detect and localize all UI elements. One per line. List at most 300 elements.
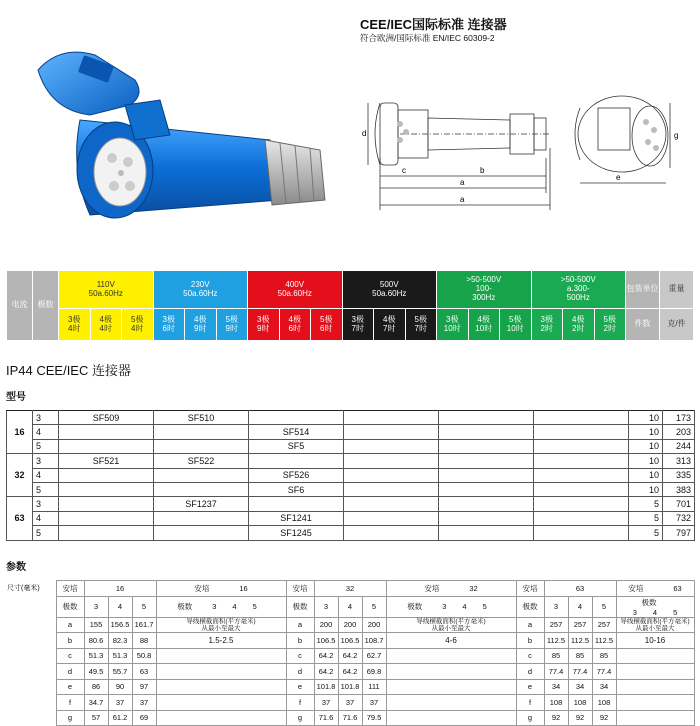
pole-label: 极数	[286, 596, 314, 617]
dim-value: 106.5	[314, 633, 338, 649]
pole-value: 4	[232, 602, 237, 611]
dim-value: 34	[568, 679, 592, 695]
sku-cell: SF526	[249, 468, 344, 482]
dim-letter: f	[516, 695, 544, 711]
pack-cell: 10	[629, 468, 663, 482]
dim-value: 108.7	[362, 633, 386, 649]
weight-cell: 797	[663, 526, 695, 540]
pole-sub-text: 5极 4时	[131, 314, 144, 333]
amp-value: 32	[314, 581, 386, 597]
pole-value: 4	[338, 596, 362, 617]
weight-cell: 203	[663, 425, 695, 439]
label-g: g	[674, 131, 679, 140]
dim-blank	[6, 664, 56, 680]
pole-sub-text: 3极 6时	[162, 314, 175, 333]
pole-sub-text: 4极 4时	[99, 314, 112, 333]
voltage-group-400v	[248, 271, 343, 309]
pole-sub	[500, 309, 532, 341]
dim-value: 155	[84, 617, 108, 633]
table-row	[7, 526, 695, 540]
dim-value: 161.7	[132, 617, 156, 633]
dim-value: 101.8	[314, 679, 338, 695]
dim-value: 200	[314, 617, 338, 633]
weight-unit: 克/件	[660, 309, 694, 341]
label-a2: a	[460, 195, 465, 204]
dim-value: 108	[568, 695, 592, 711]
voltage-head: 230V 50a.60Hz	[183, 279, 218, 298]
pole-sub-text: 3极 9时	[257, 314, 270, 333]
dim-letter: a	[56, 617, 84, 633]
amp-label: 安培	[628, 583, 644, 593]
sku-cell	[439, 526, 534, 540]
sku-cell	[344, 468, 439, 482]
pole-value: 5	[252, 602, 257, 611]
voltage-group-500v	[342, 271, 437, 309]
dim-letter: e	[56, 679, 84, 695]
dim-value: 92	[592, 710, 616, 726]
pole-sub	[531, 309, 563, 341]
dim-value: 69.8	[362, 664, 386, 680]
dim-value: 92	[568, 710, 592, 726]
sku-cell	[439, 439, 534, 453]
sku-cell	[344, 526, 439, 540]
dim-value: 108	[544, 695, 568, 711]
dim-value: 82.3	[108, 633, 132, 649]
pole-sub	[437, 309, 469, 341]
current-cell: 63	[7, 497, 33, 540]
sku-cell	[59, 482, 154, 496]
sku-cell	[534, 526, 629, 540]
weight-cell: 732	[663, 511, 695, 525]
voltage-band	[6, 270, 694, 341]
dim-blank	[6, 695, 56, 711]
pole-sub	[311, 309, 343, 341]
dim-value: 101.8	[338, 679, 362, 695]
sku-cell	[59, 526, 154, 540]
dim-letter: d	[286, 664, 314, 680]
pack-cell: 10	[629, 454, 663, 468]
sku-cell	[534, 497, 629, 511]
pole-value: 5	[482, 602, 487, 611]
sku-cell	[534, 439, 629, 453]
dim-value: 64.2	[338, 664, 362, 680]
pole-cell: 3	[33, 454, 59, 468]
sku-cell	[344, 411, 439, 425]
sku-cell	[534, 468, 629, 482]
table-row	[7, 411, 695, 425]
pole-cell: 3	[33, 411, 59, 425]
sku-cell: SF514	[249, 425, 344, 439]
pack-cell: 10	[629, 425, 663, 439]
label-e: e	[616, 173, 621, 182]
dim-letter: d	[56, 664, 84, 680]
pole-value: 3	[84, 596, 108, 617]
sku-cell	[59, 425, 154, 439]
sku-cell	[249, 454, 344, 468]
dim-value: 257	[568, 617, 592, 633]
sku-cell: SF6	[249, 482, 344, 496]
pole-value: 5	[673, 607, 678, 617]
dim-value: 92	[544, 710, 568, 726]
sku-cell	[344, 511, 439, 525]
dim-blank	[6, 633, 56, 649]
dim-letter: b	[56, 633, 84, 649]
sku-cell: SF521	[59, 454, 154, 468]
params-row	[6, 581, 694, 597]
amp-value: 32	[469, 583, 478, 593]
dim-blank	[6, 617, 56, 633]
cross-section-blank	[616, 648, 694, 664]
amp-label: 安培	[56, 581, 84, 597]
pole-value: 4	[462, 602, 467, 611]
dim-value: 77.4	[592, 664, 616, 680]
dim-value: 51.3	[108, 648, 132, 664]
dim-value: 156.5	[108, 617, 132, 633]
voltage-head: >50-500V 100- 300Hz	[466, 275, 502, 302]
pole-sub-text: 4极 9时	[194, 314, 207, 333]
cross-section-blank	[156, 710, 286, 726]
dim-blank	[6, 679, 56, 695]
table-row	[7, 425, 695, 439]
cross-section-note: 导线横截面积(平方毫米) 从最小至最大	[386, 617, 516, 633]
cross-section-note: 导线横截面积(平方毫米) 从最小至最大	[616, 617, 694, 633]
dim-value: 108	[592, 695, 616, 711]
dim-value: 86	[84, 679, 108, 695]
pole-value: 3	[442, 602, 447, 611]
dim-value: 62.7	[362, 648, 386, 664]
package-unit: 件数	[626, 309, 660, 341]
pole-pair	[386, 596, 516, 617]
current-cell: 32	[7, 454, 33, 497]
pole-sub-text: 4极 6时	[288, 314, 301, 333]
dim-value: 85	[568, 648, 592, 664]
amp-label: 安培	[516, 581, 544, 597]
pole-sub	[122, 309, 154, 341]
params-row	[6, 596, 694, 617]
dim-label: 尺寸(毫米)	[7, 585, 40, 593]
dim-value: 34.7	[84, 695, 108, 711]
cross-section-blank	[386, 679, 516, 695]
sku-cell	[249, 411, 344, 425]
sku-cell: SF5	[249, 439, 344, 453]
cross-section-blank	[386, 664, 516, 680]
amp-value: 16	[84, 581, 156, 597]
amp-pair	[156, 581, 286, 597]
voltage-group-hf1	[437, 271, 532, 309]
dim-value: 37	[338, 695, 362, 711]
pole-value: 5	[362, 596, 386, 617]
pole-value: 4	[108, 596, 132, 617]
poles-header: 极数	[33, 271, 59, 341]
table-row	[7, 497, 695, 511]
current-cell: 16	[7, 411, 33, 454]
pole-sub	[90, 309, 122, 341]
amp-label: 安培	[194, 583, 210, 593]
dim-letter: c	[56, 648, 84, 664]
sku-cell	[154, 468, 249, 482]
dim-value: 112.5	[544, 633, 568, 649]
dim-value: 88	[132, 633, 156, 649]
weight-cell: 701	[663, 497, 695, 511]
pole-sub-text: 4极 10时	[475, 314, 493, 333]
pole-sub	[594, 309, 626, 341]
dim-value: 57	[84, 710, 108, 726]
weight-cell: 335	[663, 468, 695, 482]
table-row	[7, 454, 695, 468]
sku-cell	[534, 411, 629, 425]
params-row	[6, 695, 694, 711]
dim-letter: b	[286, 633, 314, 649]
dim-value: 257	[544, 617, 568, 633]
pack-cell: 5	[629, 526, 663, 540]
pack-cell: 10	[629, 482, 663, 496]
sku-cell: SF510	[154, 411, 249, 425]
pole-value: 4	[652, 607, 658, 617]
dim-value: 49.5	[84, 664, 108, 680]
sku-cell	[439, 468, 534, 482]
pole-label: 极数	[177, 602, 193, 611]
pole-sub-text: 5极 2时	[603, 314, 616, 333]
dim-value: 257	[592, 617, 616, 633]
dim-letter: a	[516, 617, 544, 633]
sku-cell	[344, 497, 439, 511]
pack-cell: 5	[629, 511, 663, 525]
amp-label: 安培	[286, 581, 314, 597]
sku-cell	[344, 454, 439, 468]
dim-value: 37	[132, 695, 156, 711]
dim-letter: g	[516, 710, 544, 726]
pole-value: 3	[544, 596, 568, 617]
dim-value: 63	[132, 664, 156, 680]
pole-pair	[156, 596, 286, 617]
amp-pair	[616, 581, 694, 597]
sku-cell	[59, 511, 154, 525]
dim-value: 50.8	[132, 648, 156, 664]
pole-sub	[405, 309, 437, 341]
sku-cell	[154, 526, 249, 540]
dim-value: 112.5	[592, 633, 616, 649]
sku-cell	[59, 439, 154, 453]
params-row	[6, 679, 694, 695]
sku-cell	[154, 511, 249, 525]
cross-section-note: 导线横截面积(平方毫米) 从最小至最大	[156, 617, 286, 633]
current-header: 电流	[7, 271, 33, 341]
label-c: c	[402, 166, 406, 175]
pole-pair	[616, 596, 694, 617]
sku-cell: SF1245	[249, 526, 344, 540]
sku-cell	[154, 425, 249, 439]
sku-cell	[344, 482, 439, 496]
pole-sub	[216, 309, 248, 341]
dim-value: 64.2	[314, 664, 338, 680]
cross-section-range: 10-16	[616, 633, 694, 649]
sku-cell	[344, 425, 439, 439]
sku-cell	[59, 468, 154, 482]
dim-blank	[6, 648, 56, 664]
table-row	[7, 468, 695, 482]
dim-value: 64.2	[314, 648, 338, 664]
voltage-group-230v	[153, 271, 248, 309]
dim-value: 37	[314, 695, 338, 711]
pole-sub-text: 3极 7时	[351, 314, 364, 333]
dim-value: 97	[132, 679, 156, 695]
pole-label: 极数	[516, 596, 544, 617]
dim-value: 77.4	[568, 664, 592, 680]
pole-sub-text: 4极 7时	[383, 314, 396, 333]
amp-pair	[386, 581, 516, 597]
dim-letter: b	[516, 633, 544, 649]
cross-section-range: 4-6	[386, 633, 516, 649]
pack-cell: 10	[629, 439, 663, 453]
pole-sub	[185, 309, 217, 341]
pack-cell: 10	[629, 411, 663, 425]
dim-letter: g	[56, 710, 84, 726]
page-subtitle: 符合欧洲/国际标准 EN/IEC 60309-2	[360, 33, 495, 43]
pole-label: 极数	[56, 596, 84, 617]
sku-cell	[154, 439, 249, 453]
pole-sub-text: 3极 10时	[443, 314, 461, 333]
weight-cell: 244	[663, 439, 695, 453]
dim-value: 90	[108, 679, 132, 695]
dim-value: 55.7	[108, 664, 132, 680]
dim-value: 106.5	[338, 633, 362, 649]
amp-label: 安培	[424, 583, 440, 593]
sku-cell	[439, 482, 534, 496]
cross-section-range: 1.5-2.5	[156, 633, 286, 649]
pole-sub-text: 3极 4时	[68, 314, 81, 333]
dim-letter: d	[516, 664, 544, 680]
sku-cell	[59, 497, 154, 511]
sku-cell: SF1237	[154, 497, 249, 511]
dim-letter: a	[286, 617, 314, 633]
pole-sub-text: 5极 7时	[414, 314, 427, 333]
pole-label: 极数	[407, 602, 423, 611]
model-table-body	[7, 411, 695, 541]
params-row	[6, 617, 694, 633]
weight-cell: 383	[663, 482, 695, 496]
pole-sub-text: 4极 2时	[572, 314, 585, 333]
sku-cell	[439, 454, 534, 468]
dim-value: 64.2	[338, 648, 362, 664]
dim-value: 34	[592, 679, 616, 695]
voltage-group-110v	[59, 271, 154, 309]
dim-blank	[6, 596, 56, 617]
cross-section-blank	[386, 648, 516, 664]
cross-section-blank	[156, 679, 286, 695]
cross-section-blank	[616, 695, 694, 711]
sku-cell	[439, 497, 534, 511]
pole-value: 5	[132, 596, 156, 617]
pole-cell: 3	[33, 497, 59, 511]
sku-cell	[534, 425, 629, 439]
dim-value: 69	[132, 710, 156, 726]
voltage-head: 110V 50a.60Hz	[88, 279, 123, 298]
dim-value: 71.6	[314, 710, 338, 726]
params-table	[6, 580, 695, 726]
dim-value: 34	[544, 679, 568, 695]
amp-value: 63	[673, 583, 682, 593]
cross-section-blank	[156, 695, 286, 711]
pole-cell: 4	[33, 468, 59, 482]
params-row	[6, 664, 694, 680]
dim-value: 200	[362, 617, 386, 633]
section-title: IP44 CEE/IEC 连接器	[6, 363, 131, 378]
model-table	[6, 410, 695, 541]
voltage-head: 400V 50a.60Hz	[277, 279, 312, 298]
dim-value: 61.2	[108, 710, 132, 726]
sku-cell	[439, 511, 534, 525]
pole-sub	[59, 309, 91, 341]
pole-sub	[374, 309, 406, 341]
pole-value: 3	[212, 602, 217, 611]
pole-sub	[279, 309, 311, 341]
technical-drawing	[360, 48, 690, 228]
params-row	[6, 648, 694, 664]
cross-section-blank	[616, 710, 694, 726]
dim-value: 200	[338, 617, 362, 633]
voltage-head: 500V 50a.60Hz	[372, 279, 407, 298]
dim-letter: f	[286, 695, 314, 711]
pole-value: 4	[568, 596, 592, 617]
dim-letter: c	[286, 648, 314, 664]
dim-value: 77.4	[544, 664, 568, 680]
table-row	[7, 482, 695, 496]
weight-cell: 313	[663, 454, 695, 468]
pole-label: 极数	[641, 597, 657, 607]
pole-sub-text: 5极 10时	[506, 314, 524, 333]
product-illustration	[20, 40, 340, 230]
amp-value: 63	[544, 581, 616, 597]
cross-section-blank	[386, 710, 516, 726]
cross-section-blank	[386, 695, 516, 711]
cross-section-blank	[156, 648, 286, 664]
dim-value: 85	[544, 648, 568, 664]
pole-sub	[468, 309, 500, 341]
model-title: 型号	[6, 392, 26, 403]
sku-cell: SF509	[59, 411, 154, 425]
pole-sub	[342, 309, 374, 341]
dim-letter: e	[516, 679, 544, 695]
dim-value: 79.5	[362, 710, 386, 726]
pole-cell: 4	[33, 425, 59, 439]
table-row	[7, 439, 695, 453]
pole-cell: 5	[33, 526, 59, 540]
pole-sub	[563, 309, 595, 341]
weight-header: 重量	[660, 271, 694, 309]
dim-value: 80.6	[84, 633, 108, 649]
voltage-group-hf2	[531, 271, 626, 309]
sku-cell: SF522	[154, 454, 249, 468]
params-table-body	[6, 581, 694, 726]
sku-cell	[534, 511, 629, 525]
cross-section-blank	[156, 664, 286, 680]
amp-value: 16	[239, 583, 248, 593]
voltage-head: >50-500V a.300- 500Hz	[560, 275, 596, 302]
pole-cell: 4	[33, 511, 59, 525]
pole-sub-text: 5极 6时	[320, 314, 333, 333]
param-title: 参数	[6, 562, 26, 573]
dim-value: 37	[108, 695, 132, 711]
dim-value: 71.6	[338, 710, 362, 726]
pole-sub-text: 3极 2时	[540, 314, 553, 333]
pole-cell: 5	[33, 482, 59, 496]
weight-cell: 173	[663, 411, 695, 425]
pole-sub	[248, 309, 280, 341]
sku-cell	[249, 497, 344, 511]
dim-value: 37	[362, 695, 386, 711]
pole-value: 5	[592, 596, 616, 617]
dim-value: 85	[592, 648, 616, 664]
